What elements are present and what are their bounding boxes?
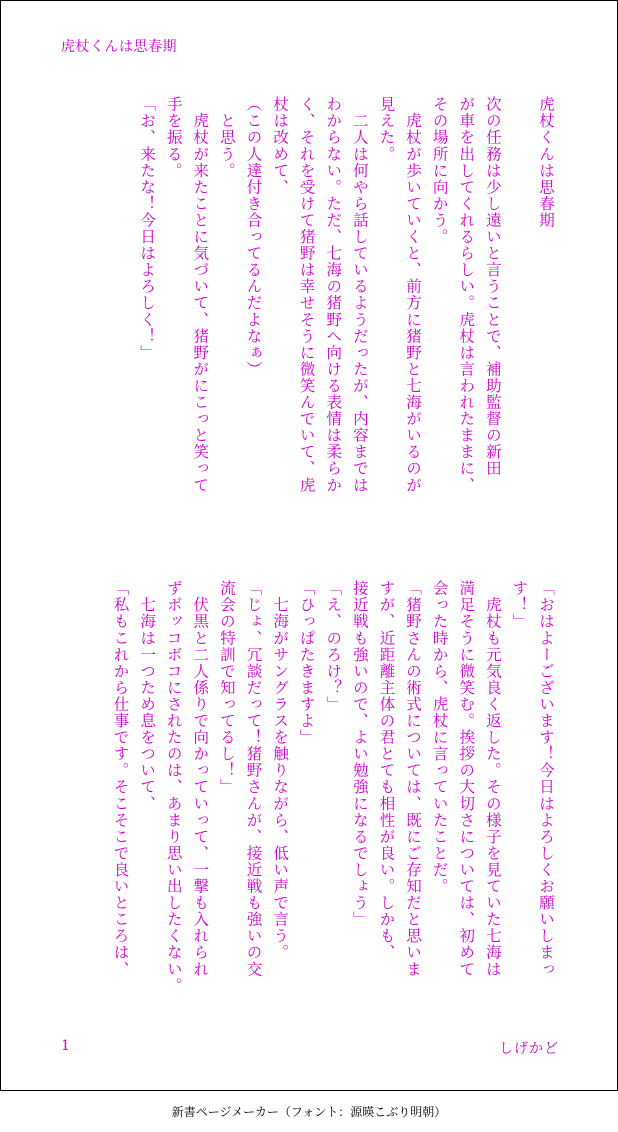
author-name: しげかど bbox=[499, 1041, 559, 1057]
generator-caption: 新書ページメーカー（フォント：源暎こぶり明朝） bbox=[171, 1105, 447, 1119]
text-block-top: 虎杖くんは思春期 次の任務は少し遠いと言うことで、補助監督の新田 が車を出してくれるらしい。虎杖は言われたままに、 その場所に向かう。 虎杖が歩いていくと、前方に猪野と七海がいるのが 見えた。 二人は何やら話しているようだったが、内容までは わからない。ただ、七海の猪野へ向ける表情は柔らか く、それを受けて猪野は幸せそうに微笑んでいて、虎 杖は改めて、 （この人達付き合ってるんだよなぁ） と思う。 虎杖が来たことに気づいて、猪野がにこっと笑って 手を振る。 「お、来たな！今日はよろしく！」 bbox=[138, 96, 555, 494]
text-block-bottom: 「おはよーございます！今日はよろしくお願いしまっ す！」 虎杖も元気良く返した。その様子を見ていた七海は 満足そうに微笑む。挨拶の大切さについては、初めて 会った時から、虎杖に言っていたことだ。 「猪野さんの術式については、既にご存知だと思いま すが、近距離主体の君とても相性が良い。しかも、 接近戦も強いので、よい勉強になるでしょう」 「え、のろけ？」 「ひっぱたきますよ」 七海がサングラスを触りながら、低い声で言う。 「じょ、冗談だって！猪野さんが、接近戦も強いの交 流会の特訓で知ってるし！」 伏黒と二人係りで向かっていって、一撃も入れられ ずボッコボコにされたのは、あまり思い出したくない。 七海は一つため息をついて、 「私もこれから仕事です。そこそこで良いところは、 bbox=[111, 580, 555, 994]
running-title: 虎杖くんは思春期 bbox=[61, 39, 177, 55]
page-number: 1 bbox=[61, 1038, 70, 1054]
